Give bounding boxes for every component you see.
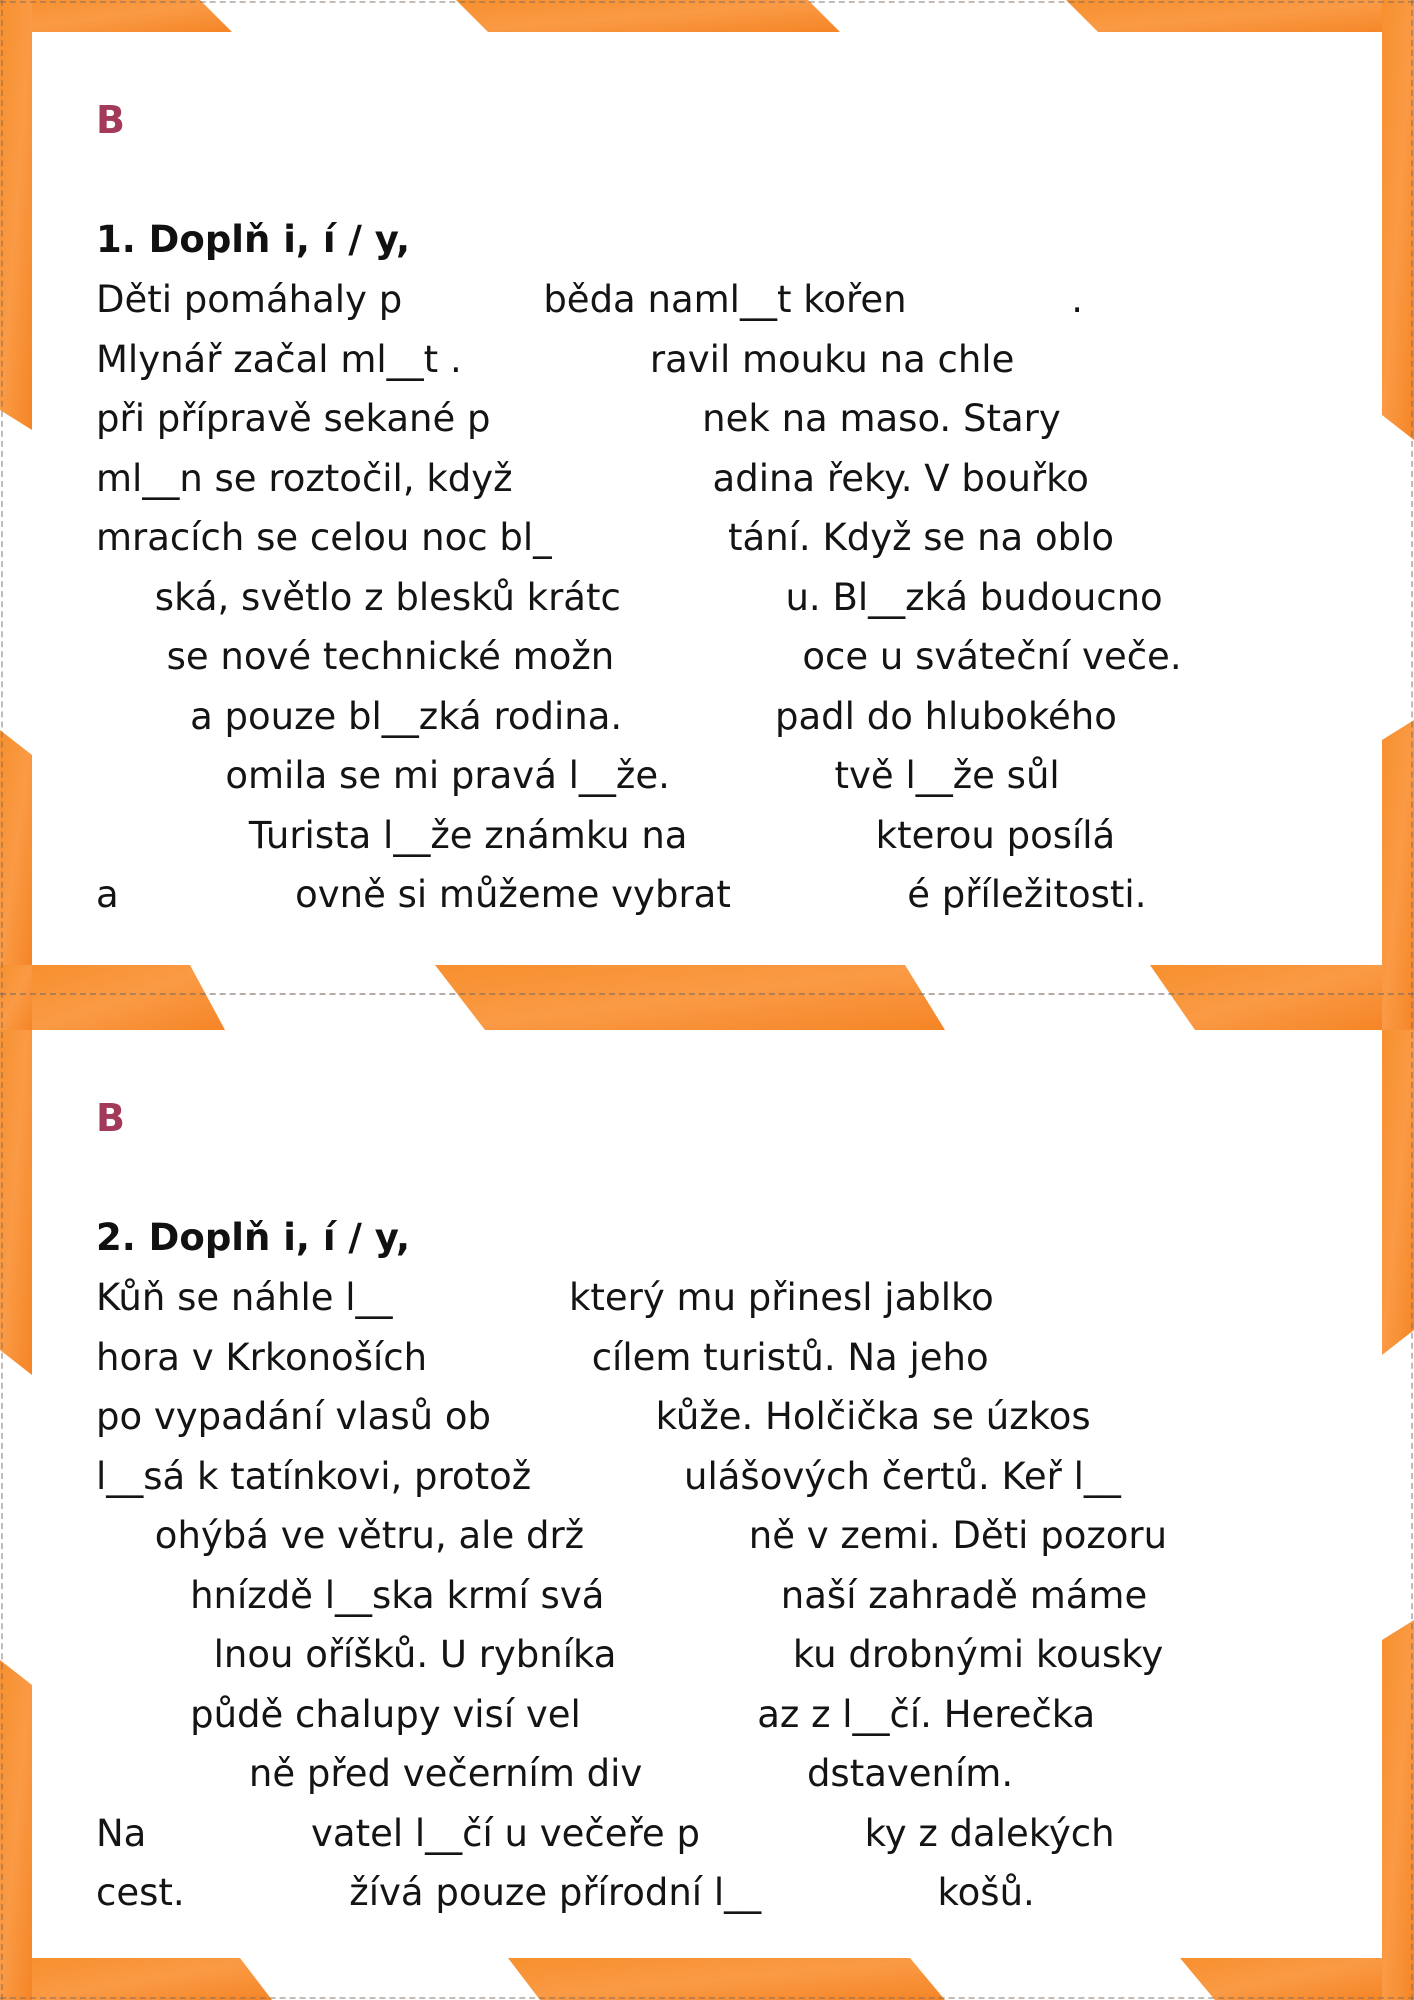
- worksheet-card-1: [32, 32, 1382, 965]
- exercise-line: a ovně si můžeme vybrat é příležitosti.: [96, 873, 1147, 916]
- orange-strip: [32, 1958, 272, 2000]
- orange-strip: [0, 1660, 32, 2000]
- exercise-title: 1. Doplň i, í / y,: [96, 218, 411, 261]
- orange-strip: [1180, 1958, 1382, 2000]
- exercise-line: ohýbá ve větru, ale drž ně v zemi. Děti pozoru: [96, 1514, 1168, 1557]
- exercise-line: hnízdě l__ska krmí svá naší zahradě máme: [96, 1573, 1148, 1617]
- orange-strip: [32, 965, 225, 1030]
- exercise-line: lnou oříšků. U rybníka ku drobnými kousky: [96, 1633, 1164, 1676]
- exercise-line: ně před večerním div dstavením.: [96, 1752, 1014, 1795]
- exercise-line: Na vatel l__čí u večeře p ky z dalekých: [96, 1811, 1115, 1855]
- orange-strip: [0, 965, 32, 1030]
- orange-strip: [1382, 0, 1414, 440]
- orange-strip: [0, 0, 32, 430]
- orange-strip: [456, 0, 840, 32]
- cut-line-middle: [0, 993, 1414, 995]
- orange-strip: [1066, 0, 1414, 32]
- exercise-line: po vypadání vlasů ob kůže. Holčička se úzkos: [96, 1395, 1091, 1438]
- orange-strip: [508, 1958, 945, 2000]
- cut-line-right: [1411, 0, 1413, 2000]
- exercise-line: ml__n se roztočil, když adina řeky. V bouřko: [96, 456, 1089, 500]
- cut-line-top: [0, 1, 1414, 3]
- orange-strip: [0, 0, 232, 32]
- cut-line-bottom: [0, 1997, 1414, 1999]
- card-letter: B: [96, 1096, 126, 1140]
- exercise-line: mracích se celou noc bl_ tání. Když se na oblo: [96, 516, 1115, 559]
- worksheet-card-2: [32, 1030, 1382, 1958]
- exercise-line: Děti pomáhaly p běda naml__t kořen .: [96, 278, 1083, 321]
- orange-strip: [1382, 1030, 1414, 1355]
- exercise-line: l__sá k tatínkovi, protož ulášových čertů. Keř l__: [96, 1454, 1121, 1498]
- exercise-line: půdě chalupy visí vel az z l__čí. Herečka: [96, 1692, 1096, 1736]
- exercise-line: se nové technické možn oce u sváteční veče.: [96, 635, 1182, 678]
- exercise-line: Mlynář začal ml__t . ravil mouku na chle: [96, 337, 1015, 381]
- exercise-2: [96, 1208, 1386, 1923]
- exercise-line: Turista l__že známku na kterou posílá: [96, 813, 1116, 857]
- orange-strip: [0, 730, 32, 965]
- exercise-line: omila se mi pravá l__že. tvě l__že sůl: [96, 754, 1060, 797]
- exercise-line: hora v Krkonoších cílem turistů. Na jeho: [96, 1335, 989, 1379]
- orange-strip: [1382, 720, 1414, 1030]
- exercise-title: 2. Doplň i, í / y,: [96, 1216, 411, 1259]
- orange-strip: [435, 965, 945, 1030]
- orange-strip: [1382, 1620, 1414, 2000]
- orange-strip: [1150, 965, 1382, 1030]
- cut-line-left: [1, 0, 3, 2000]
- exercise-1: [96, 210, 1386, 925]
- exercise-line: ská, světlo z blesků krátc u. Bl__zká budoucno: [96, 575, 1163, 619]
- exercise-line: Kůň se náhle l__ který mu přinesl jablko: [96, 1276, 994, 1319]
- exercise-line: cest. žívá pouze přírodní l__ košů.: [96, 1871, 1035, 1914]
- card-letter: B: [96, 98, 126, 142]
- exercise-line: při přípravě sekané p nek na maso. Stary: [96, 397, 1061, 440]
- exercise-line: a pouze bl__zká rodina. padl do hlubokého: [96, 694, 1117, 738]
